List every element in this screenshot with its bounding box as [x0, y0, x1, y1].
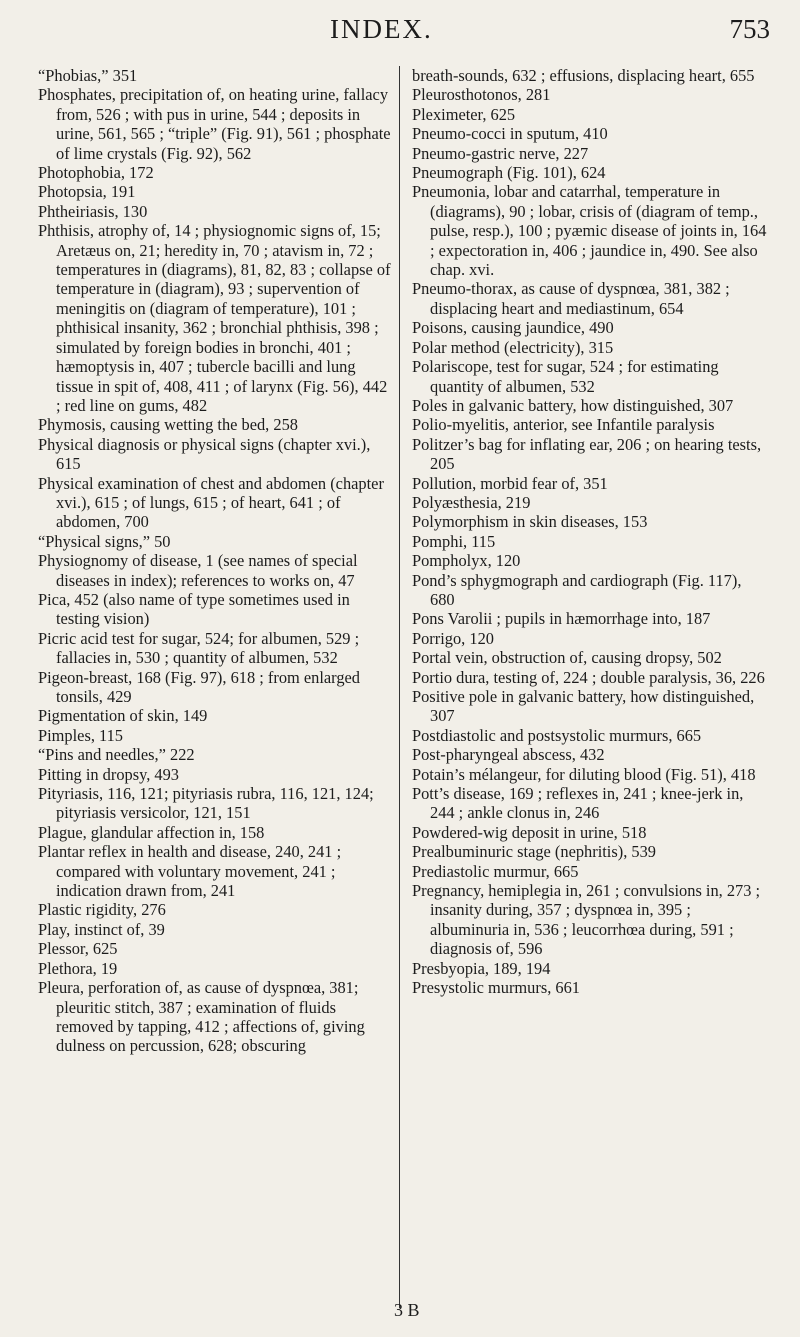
index-entry: Pleura, perforation of, as cause of dyspnœa, 381; pleuritic stitch, 387 ; examination of fluids removed by tapping, 412 ; affections of, giving dulness on percussion, 628; obscuring	[38, 978, 365, 1056]
index-entry: Plessor, 625	[38, 939, 118, 959]
index-entry: Presbyopia, 189, 194	[412, 958, 551, 978]
index-entry: Poles in galvanic battery, how distinguished, 307	[412, 395, 734, 415]
index-entry: Physical diagnosis or physical signs (chapter xvi.), 615	[38, 434, 371, 474]
index-entry: Pneumo-cocci in sputum, 410	[412, 124, 608, 144]
index-entry: Prediastolic murmur, 665	[412, 861, 579, 881]
index-entry: Polar method (electricity), 315	[412, 337, 614, 357]
index-entry: Potain’s mélangeur, for diluting blood (Fig. 51), 418	[412, 764, 756, 784]
index-entry: Portio dura, testing of, 224 ; double paralysis, 36, 226	[412, 667, 765, 687]
index-entry: Photopsia, 191	[38, 182, 136, 202]
index-entry: Plantar reflex in health and disease, 240, 241 ; compared with voluntary movement, 241 ; indication drawn from, 241	[38, 842, 342, 901]
index-entry: Phosphates, precipitation of, on heating urine, fallacy from, 526 ; with pus in urine, 544 ; deposits in urine, 561, 565 ; “triple” (Fig. 91), 561 ; phosphate of lime crystals (Fig. 92), 562	[38, 85, 391, 163]
index-entry: Post-pharyngeal abscess, 432	[412, 745, 605, 765]
index-entry: Polymorphism in skin diseases, 153	[412, 512, 648, 532]
index-entry: Positive pole in galvanic battery, how distinguished, 307	[412, 687, 755, 726]
index-entry: Play, instinct of, 39	[38, 919, 165, 939]
index-entry: Plague, glandular affection in, 158	[38, 822, 265, 842]
index-entry: Physiognomy of disease, 1 (see names of special diseases in index); references to works on, 47	[38, 551, 358, 590]
index-entry: Pigmentation of skin, 149	[38, 706, 208, 726]
index-entry: Pleurosthotonos, 281	[412, 85, 551, 105]
index-entry: Powdered-wig deposit in urine, 518	[412, 822, 647, 842]
index-entry: Pneumo-gastric nerve, 227	[412, 143, 589, 163]
index-entry: Polariscope, test for sugar, 524 ; for estimating quantity of albumen, 532	[412, 357, 719, 396]
index-entry: Physical examination of chest and abdomen (chapter xvi.), 615 ; of lungs, 615 ; of heart, 641 ; of abdomen, 700	[38, 473, 384, 532]
index-entry: Pica, 452 (also name of type sometimes used in testing vision)	[38, 589, 350, 629]
page-title: INDEX.	[330, 14, 433, 44]
index-entry: Pott’s disease, 169 ; reflexes in, 241 ; knee-jerk in, 244 ; ankle clonus in, 246	[412, 784, 744, 823]
index-entry: Phtheiriasis, 130	[38, 201, 148, 221]
index-column-left	[38, 66, 394, 1056]
index-entry: “Physical signs,” 50	[38, 531, 171, 551]
index-column-right	[412, 66, 768, 998]
index-entry: Pompholyx, 120	[412, 551, 521, 571]
index-entry: Pneumonia, lobar and catarrhal, temperature in (diagrams), 90 ; lobar, crisis of (diagram of temp., pulse, resp.), 100 ; pyæmic disease of joints in, 164 ; expectoration in, 406 ; jaundice in, 490. See also chap. xvi.	[412, 182, 767, 280]
index-entry: Pigeon-breast, 168 (Fig. 97), 618 ; from enlarged tonsils, 429	[38, 667, 360, 706]
index-entry: Portal vein, obstruction of, causing dropsy, 502	[412, 648, 722, 668]
page-number: 753	[729, 14, 770, 44]
index-entry: Pleximeter, 625	[412, 104, 516, 124]
index-entry: Pregnancy, hemiplegia in, 261 ; convulsions in, 273 ; insanity during, 357 ; dyspnœa in, 395 ; albuminuria in, 536 ; leucorrhœa during, 591 ; diagnosis of, 596	[412, 881, 761, 959]
index-entry: Pneumograph (Fig. 101), 624	[412, 163, 606, 183]
index-entry: Photophobia, 172	[38, 163, 154, 183]
index-entry: Plastic rigidity, 276	[38, 900, 166, 920]
index-entry: Pollution, morbid fear of, 351	[412, 473, 608, 493]
index-entry: breath-sounds, 632 ; effusions, displacing heart, 655	[412, 66, 755, 85]
index-entry: Pomphi, 115	[412, 531, 496, 551]
index-entry: “Phobias,” 351	[38, 66, 138, 85]
index-entry: Polio-myelitis, anterior, see Infantile paralysis	[412, 415, 715, 435]
signature-mark: 3 B	[394, 1300, 420, 1320]
column-divider	[399, 66, 400, 1308]
index-entry: “Pins and needles,” 222	[38, 745, 195, 765]
index-entry: Pityriasis, 116, 121; pityriasis rubra, 116, 121, 124; pityriasis versicolor, 121, 151	[38, 784, 374, 823]
index-entry: Pneumo-thorax, as cause of dyspnœa, 381, 382 ; displacing heart and mediastinum, 654	[412, 279, 730, 318]
page-header	[0, 14, 800, 48]
index-entry: Pimples, 115	[38, 725, 123, 745]
index-entry: Phthisis, atrophy of, 14 ; physiognomic signs of, 15; Aretæus on, 21; heredity in, 70 ; atavism in, 72 ; temperatures in (diagrams), 81, 82, 83 ; collapse of temperature in (diagram), 93 ; supervention of meningitis on (diagram of temperature), 101 ; phthisical insanity, 362 ; bronchial phthisis, 398 ; simulated by foreign bodies in bronchi, 401 ; hæmoptysis in, 407 ; tubercle bacilli and lung tissue in spit of, 408, 411 ; of larynx (Fig. 56), 442 ; red line on gums, 482	[38, 221, 391, 415]
index-entry: Pitting in dropsy, 493	[38, 764, 180, 784]
index-entry: Presystolic murmurs, 661	[412, 978, 580, 998]
index-entry: Picric acid test for sugar, 524; for albumen, 529 ; fallacies in, 530 ; quantity of albumen, 532	[38, 628, 360, 668]
index-entry: Porrigo, 120	[412, 628, 494, 648]
index-entry: Polyæsthesia, 219	[412, 492, 531, 512]
index-entry: Phymosis, causing wetting the bed, 258	[38, 415, 298, 435]
index-entry: Prealbuminuric stage (nephritis), 539	[412, 842, 656, 862]
index-entry: Politzer’s bag for inflating ear, 206 ; on hearing tests, 205	[412, 434, 762, 474]
index-entry: Pons Varolii ; pupils in hæmorrhage into, 187	[412, 609, 711, 629]
index-entry: Pond’s sphygmograph and cardiograph (Fig. 117), 680	[412, 570, 742, 609]
index-entry: Poisons, causing jaundice, 490	[412, 318, 614, 338]
index-entry: Plethora, 19	[38, 958, 118, 978]
index-entry: Postdiastolic and postsystolic murmurs, 665	[412, 725, 702, 745]
